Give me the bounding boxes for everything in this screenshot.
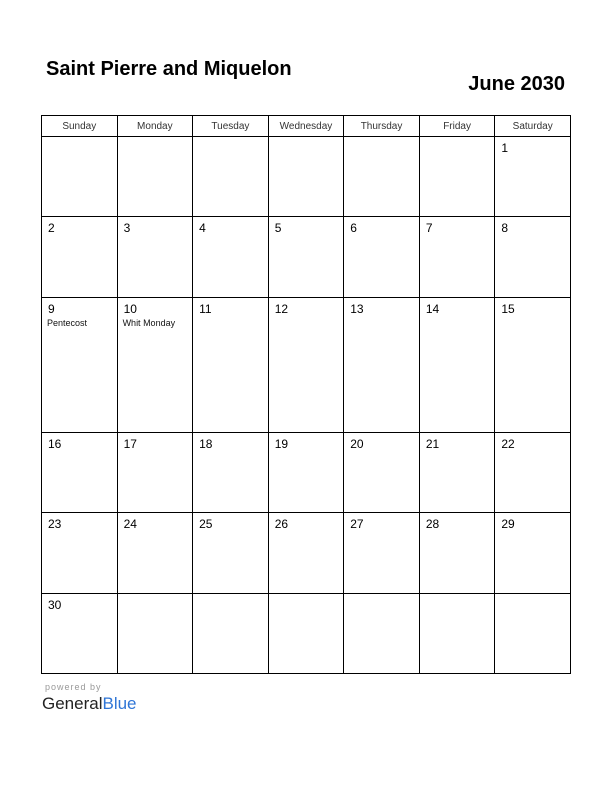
empty-day-cell — [193, 137, 269, 217]
calendar-body — [42, 137, 571, 674]
day-number: 27 — [350, 517, 364, 532]
week-row — [42, 513, 571, 593]
month-title: June 2030 — [468, 73, 565, 95]
day-cell — [495, 513, 571, 593]
brand-general-text: General — [42, 694, 103, 713]
week-row — [42, 217, 571, 297]
day-number: 4 — [199, 221, 206, 236]
holiday-label: Pentecost — [47, 317, 88, 328]
day-cell — [419, 513, 495, 593]
day-number: 15 — [501, 301, 515, 316]
empty-day-cell — [42, 137, 118, 217]
day-number: 29 — [501, 517, 515, 532]
day-cell — [344, 432, 420, 512]
empty-day-cell — [117, 593, 193, 673]
day-number: 18 — [199, 436, 213, 451]
day-cell — [495, 297, 571, 432]
empty-day-cell — [344, 593, 420, 673]
weekday-thursday: Thursday — [344, 116, 420, 137]
day-number: 6 — [350, 221, 357, 236]
day-cell — [117, 432, 193, 512]
day-number: 20 — [350, 436, 364, 451]
brand-blue-text: Blue — [102, 694, 137, 713]
day-number: 8 — [501, 221, 509, 236]
day-cell — [193, 297, 269, 432]
day-number: 23 — [48, 517, 62, 532]
day-number: 7 — [425, 221, 433, 236]
day-cell — [193, 217, 269, 297]
region-title: Saint Pierre and Miquelon — [46, 58, 292, 80]
day-number: 5 — [274, 221, 282, 236]
day-cell — [268, 513, 344, 593]
day-number: 3 — [123, 221, 131, 236]
day-cell — [268, 297, 344, 432]
day-cell — [42, 217, 118, 297]
empty-day-cell — [268, 593, 344, 673]
day-number: 22 — [501, 436, 515, 451]
weekday-sunday: Sunday — [42, 116, 118, 137]
day-number: 13 — [350, 301, 364, 316]
day-number: 26 — [274, 517, 289, 532]
day-number: 9 — [48, 301, 55, 316]
day-number: 19 — [274, 436, 289, 451]
day-cell — [193, 513, 269, 593]
day-cell — [117, 217, 193, 297]
day-cell — [117, 297, 193, 432]
day-number: 10 — [123, 301, 137, 316]
empty-day-cell — [419, 593, 495, 673]
day-number: 14 — [425, 301, 440, 316]
weekday-saturday: Saturday — [495, 116, 571, 137]
day-cell — [268, 432, 344, 512]
powered-by-label: powered by — [45, 682, 102, 692]
day-cell — [495, 217, 571, 297]
week-row — [42, 297, 571, 432]
day-number: 1 — [501, 141, 509, 155]
empty-day-cell — [495, 593, 571, 673]
day-cell — [42, 513, 118, 593]
day-number: 24 — [123, 517, 137, 532]
day-cell — [268, 217, 344, 297]
weekday-friday: Friday — [419, 116, 495, 137]
day-number: 21 — [425, 436, 440, 451]
day-cell — [419, 297, 495, 432]
calendar-grid — [41, 115, 571, 674]
week-row — [42, 137, 571, 217]
generalblue-logo — [42, 694, 137, 714]
week-row — [42, 432, 571, 512]
day-cell — [117, 513, 193, 593]
day-number: 16 — [48, 436, 62, 451]
day-number: 17 — [123, 436, 137, 451]
day-cell — [344, 513, 420, 593]
weekday-tuesday: Tuesday — [193, 116, 269, 137]
empty-day-cell — [268, 137, 344, 217]
day-cell — [495, 137, 571, 217]
day-number: 11 — [199, 301, 212, 316]
day-number: 2 — [48, 221, 55, 236]
day-number: 30 — [48, 597, 62, 612]
day-cell — [42, 297, 118, 432]
empty-day-cell — [193, 593, 269, 673]
empty-day-cell — [344, 137, 420, 217]
weekday-wednesday: Wednesday — [268, 116, 344, 137]
day-cell — [344, 297, 420, 432]
day-cell — [42, 593, 118, 673]
day-cell — [193, 432, 269, 512]
day-number: 25 — [199, 517, 213, 532]
weekday-monday: Monday — [117, 116, 193, 137]
day-cell — [419, 432, 495, 512]
day-number: 28 — [425, 517, 440, 532]
day-number: 12 — [274, 301, 289, 316]
holiday-label: Whit Monday — [122, 317, 176, 328]
empty-day-cell — [117, 137, 193, 217]
day-cell — [344, 217, 420, 297]
empty-day-cell — [419, 137, 495, 217]
day-cell — [42, 432, 118, 512]
day-cell — [419, 217, 495, 297]
week-row — [42, 593, 571, 673]
day-cell — [495, 432, 571, 512]
weekday-header-row — [42, 116, 571, 137]
